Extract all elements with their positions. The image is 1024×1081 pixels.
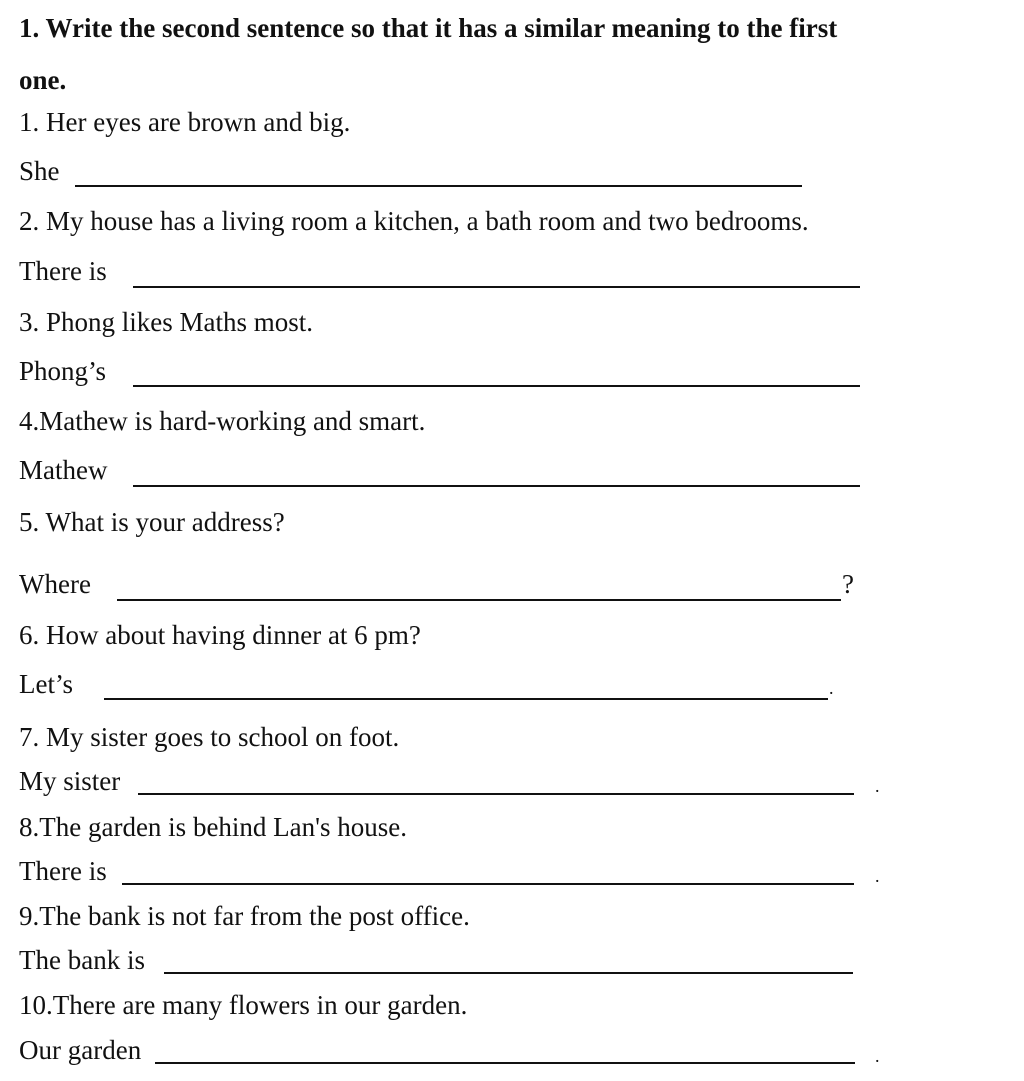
item-1-answer-blank[interactable] — [75, 185, 802, 187]
exercise-heading-line-2: one. — [19, 65, 67, 95]
item-10-answer-blank[interactable] — [155, 1062, 855, 1064]
item-8-answer-blank[interactable] — [122, 883, 854, 885]
item-8-end-mark: . — [875, 866, 880, 886]
item-9-start: The bank is — [19, 945, 145, 975]
item-9-sentence: 9.The bank is not far from the post office. — [19, 901, 470, 931]
item-2-answer-blank[interactable] — [133, 286, 860, 288]
item-6-end-mark: . — [829, 678, 834, 698]
exercise-heading — [19, 2, 1019, 106]
item-1-start: She — [19, 156, 60, 186]
item-4-answer-blank[interactable] — [133, 485, 860, 487]
item-3-answer-blank[interactable] — [133, 385, 860, 387]
item-7-end-mark: . — [875, 776, 880, 796]
item-9-answer-blank[interactable] — [164, 972, 853, 974]
item-8-start: There is — [19, 856, 107, 886]
item-5-start: Where — [19, 569, 91, 599]
item-8-sentence: 8.The garden is behind Lan's house. — [19, 812, 408, 842]
item-6-sentence: 6. How about having dinner at 6 pm? — [19, 620, 421, 650]
item-3-start: Phong’s — [19, 356, 107, 386]
item-5-sentence: 5. What is your address? — [19, 507, 285, 537]
item-5-answer-blank[interactable] — [117, 599, 841, 601]
item-4-sentence: 4.Mathew is hard-working and smart. — [19, 406, 426, 436]
item-1-sentence: 1. Her eyes are brown and big. — [19, 107, 351, 137]
item-5-end-mark: ? — [842, 569, 854, 599]
item-7-start: My sister — [19, 766, 121, 796]
item-7-sentence: 7. My sister goes to school on foot. — [19, 722, 400, 752]
item-2-sentence: 2. My house has a living room a kitchen, a bath room and two bedrooms. — [19, 206, 809, 236]
item-6-answer-blank[interactable] — [104, 698, 828, 700]
item-10-end-mark: . — [875, 1046, 880, 1066]
item-10-start: Our garden — [19, 1035, 142, 1065]
item-7-answer-blank[interactable] — [138, 793, 854, 795]
exercise-heading-line-1: 1. Write the second sentence so that it has a similar meaning to the first — [19, 13, 838, 43]
item-3-sentence: 3. Phong likes Maths most. — [19, 307, 314, 337]
item-2-start: There is — [19, 256, 107, 286]
item-4-start: Mathew — [19, 455, 108, 485]
item-10-sentence: 10.There are many flowers in our garden. — [19, 990, 468, 1020]
item-6-start: Let’s — [19, 669, 73, 699]
